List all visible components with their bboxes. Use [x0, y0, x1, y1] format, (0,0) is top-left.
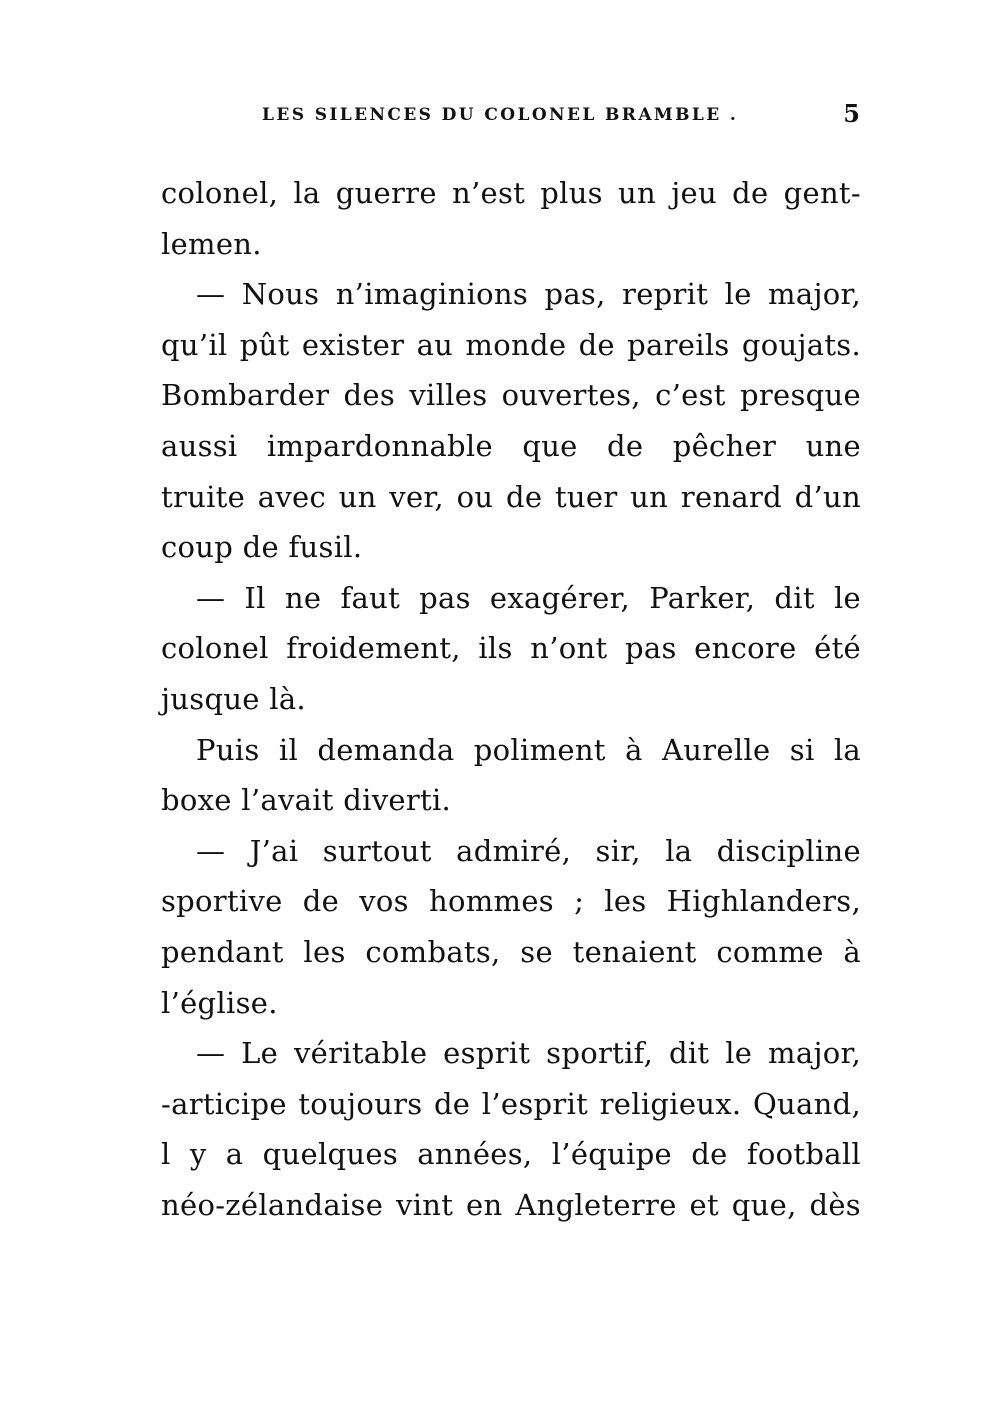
- text-line: colonel froidement, ils n’ont pas encore été: [161, 631, 861, 666]
- text-line: qu’il pût exister au monde de pareils goujats.: [161, 327, 861, 362]
- text-line: colonel, la guerre n’est plus un jeu de gent-: [161, 176, 861, 210]
- text-line: lemen.: [161, 226, 262, 261]
- text-line: — J’ai surtout admiré, sir, la discipline: [196, 833, 861, 868]
- text-line: aussi impardonnable que de pêcher une: [161, 428, 861, 463]
- text-line: coup de fusil.: [161, 530, 363, 565]
- text-line: néo-zélandaise vint en Angleterre et que, dès: [161, 1187, 861, 1222]
- text-line: Puis il demanda poliment à Aurelle si la: [196, 732, 861, 767]
- text-line: — Nous n’imaginions pas, reprit le major,: [196, 277, 861, 312]
- text-line: l y a quelques années, l’équipe de football: [161, 1137, 861, 1172]
- body-text: [161, 168, 861, 1230]
- text-line: — Il ne faut pas exagérer, Parker, dit le: [196, 580, 861, 615]
- running-title: LES SILENCES DU COLONEL BRAMBLE .: [262, 105, 739, 125]
- text-line: truite avec un ver, ou de tuer un renard d’un: [161, 479, 861, 514]
- text-line: boxe l’avait diverti.: [161, 783, 452, 818]
- text-line: pendant les combats, se tenaient comme à: [161, 934, 861, 969]
- page-number: 5: [843, 99, 860, 128]
- text-line: Bombarder des villes ouvertes, c’est presque: [161, 378, 861, 413]
- text-line: -articipe toujours de l’esprit religieux. Quand,: [161, 1086, 861, 1121]
- text-line: l’église.: [161, 985, 278, 1020]
- running-head: [262, 99, 862, 129]
- text-line: — Le véritable esprit sportif, dit le major,: [196, 1036, 861, 1071]
- text-line: jusque là.: [161, 681, 306, 716]
- text-line: sportive de vos hommes ; les Highlanders,: [161, 884, 861, 919]
